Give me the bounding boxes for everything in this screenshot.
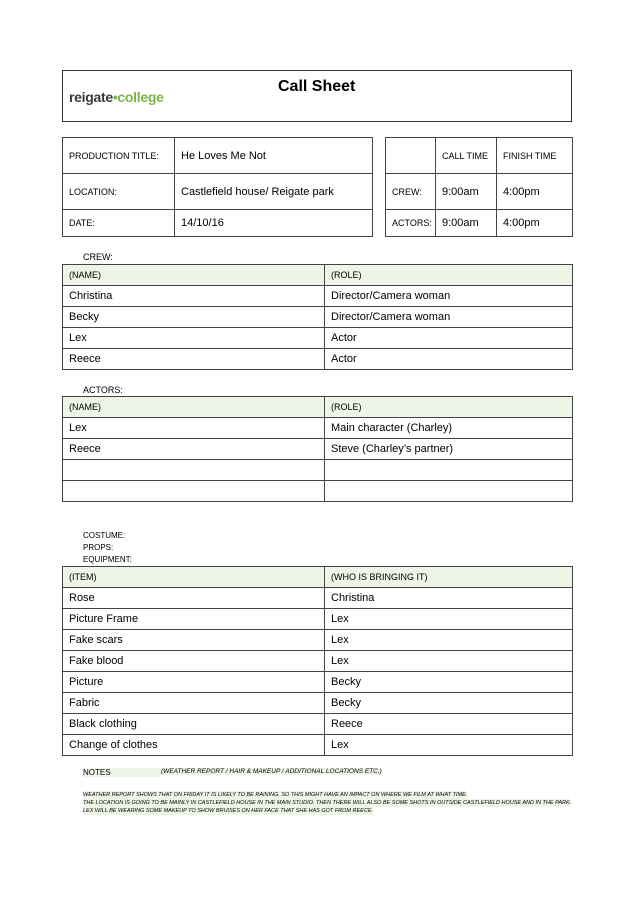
table-row [63,588,573,609]
notes-hint: (WEATHER REPORT / HAIR & MAKEUP / ADDITIONAL LOCATIONS ETC.) [161,768,382,775]
college-logo [69,89,164,105]
location-row [63,174,373,210]
actors-call-time: 9:00am [436,210,497,237]
item-who: Becky [325,672,573,693]
times-table [385,137,573,237]
table-row [63,286,573,307]
location-label: LOCATION: [63,174,175,210]
crew-col-role: (ROLE) [325,265,573,286]
items-table [62,566,573,756]
crew-role: Actor [325,349,573,370]
table-row [63,307,573,328]
finish-time-header: FINISH TIME [497,138,573,174]
header-box [62,70,572,122]
logo-text-reigate: reigate [69,89,113,105]
notes-line: LEX WILL BE WEARING SOME MAKEUP TO SHOW BRUISES ON HER FACE THAT SHE HAS GOT FROM REECE. [83,808,374,814]
date-value: 14/10/16 [175,210,373,237]
notes-line: THE LOCATION IS GOING TO BE MAINLY IN CASTLEFIELD HOUSE IN THE MAIN STUDIO. THEN THERE WILL ALSO BE SOME SHOTS IN OUTSIDE CASTLEFIELD HOUSE AND IN THE PARK. [83,800,572,806]
call-time-header: CALL TIME [436,138,497,174]
table-row [63,418,573,439]
costume-label: COSTUME: [83,531,126,540]
actors-times-label: ACTORS: [386,210,436,237]
actors-times-row [386,210,573,237]
actors-col-name: (NAME) [63,397,325,418]
actor-role [325,460,573,481]
items-col-who: (WHO IS BRINGING IT) [325,567,573,588]
actor-role: Main character (Charley) [325,418,573,439]
item-who: Lex [325,735,573,756]
actor-role [325,481,573,502]
table-row [63,460,573,481]
actors-col-role: (ROLE) [325,397,573,418]
crew-role: Actor [325,328,573,349]
table-row [63,349,573,370]
crew-name: Becky [63,307,325,328]
notes-label: NOTES [83,768,161,777]
item-name: Fake blood [63,651,325,672]
item-name: Rose [63,588,325,609]
times-header-row [386,138,573,174]
crew-name: Reece [63,349,325,370]
actor-role: Steve (Charley’s partner) [325,439,573,460]
item-who: Christina [325,588,573,609]
crew-call-time: 9:00am [436,174,497,210]
items-col-item: (ITEM) [63,567,325,588]
production-title-label: PRODUCTION TITLE: [63,138,175,174]
logo-dot: • [112,89,118,105]
item-name: Fake scars [63,630,325,651]
location-value: Castlefield house/ Reigate park [175,174,373,210]
actors-finish-time: 4:00pm [497,210,573,237]
equipment-label: EQUIPMENT: [83,555,132,564]
crew-header-row [63,265,573,286]
crew-times-row [386,174,573,210]
date-row [63,210,373,237]
table-row [63,693,573,714]
table-row [63,328,573,349]
crew-section-label: CREW: [83,252,113,262]
page-title: Call Sheet [278,78,356,95]
item-who: Lex [325,609,573,630]
crew-col-name: (NAME) [63,265,325,286]
item-name: Black clothing [63,714,325,735]
crew-times-label: CREW: [386,174,436,210]
table-row [63,651,573,672]
props-label: PROPS: [83,543,114,552]
times-empty-corner [386,138,436,174]
item-who: Lex [325,630,573,651]
table-row [63,609,573,630]
actor-name: Reece [63,439,325,460]
table-row [63,714,573,735]
notes-line: WEATHER REPORT SHOWS THAT ON FRIDAY IT IS LIKELY TO BE RAINING. SO THIS MIGHT HAVE AN IMPACT ON WHERE WE FILM AT WHAT TIME. [83,792,468,798]
crew-role: Director/Camera woman [325,286,573,307]
crew-name: Christina [63,286,325,307]
actors-section-label: ACTORS: [83,385,123,395]
production-title-row [63,138,373,174]
crew-finish-time: 4:00pm [497,174,573,210]
actor-name: Lex [63,418,325,439]
actors-header-row [63,397,573,418]
crew-name: Lex [63,328,325,349]
item-name: Picture [63,672,325,693]
production-title-value: He Loves Me Not [175,138,373,174]
production-info-table [62,137,373,237]
actors-table [62,396,573,502]
notes-text [83,791,573,815]
item-name: Fabric [63,693,325,714]
notes-header [83,768,382,779]
crew-role: Director/Camera woman [325,307,573,328]
actor-name [63,481,325,502]
actor-name [63,460,325,481]
table-row [63,672,573,693]
table-row [63,439,573,460]
item-who: Lex [325,651,573,672]
item-name: Change of clothes [63,735,325,756]
item-who: Reece [325,714,573,735]
table-row [63,481,573,502]
table-row [63,630,573,651]
item-name: Picture Frame [63,609,325,630]
items-header-row [63,567,573,588]
table-row [63,735,573,756]
item-who: Becky [325,693,573,714]
logo-text-college: college [117,89,164,105]
crew-table [62,264,573,370]
date-label: DATE: [63,210,175,237]
